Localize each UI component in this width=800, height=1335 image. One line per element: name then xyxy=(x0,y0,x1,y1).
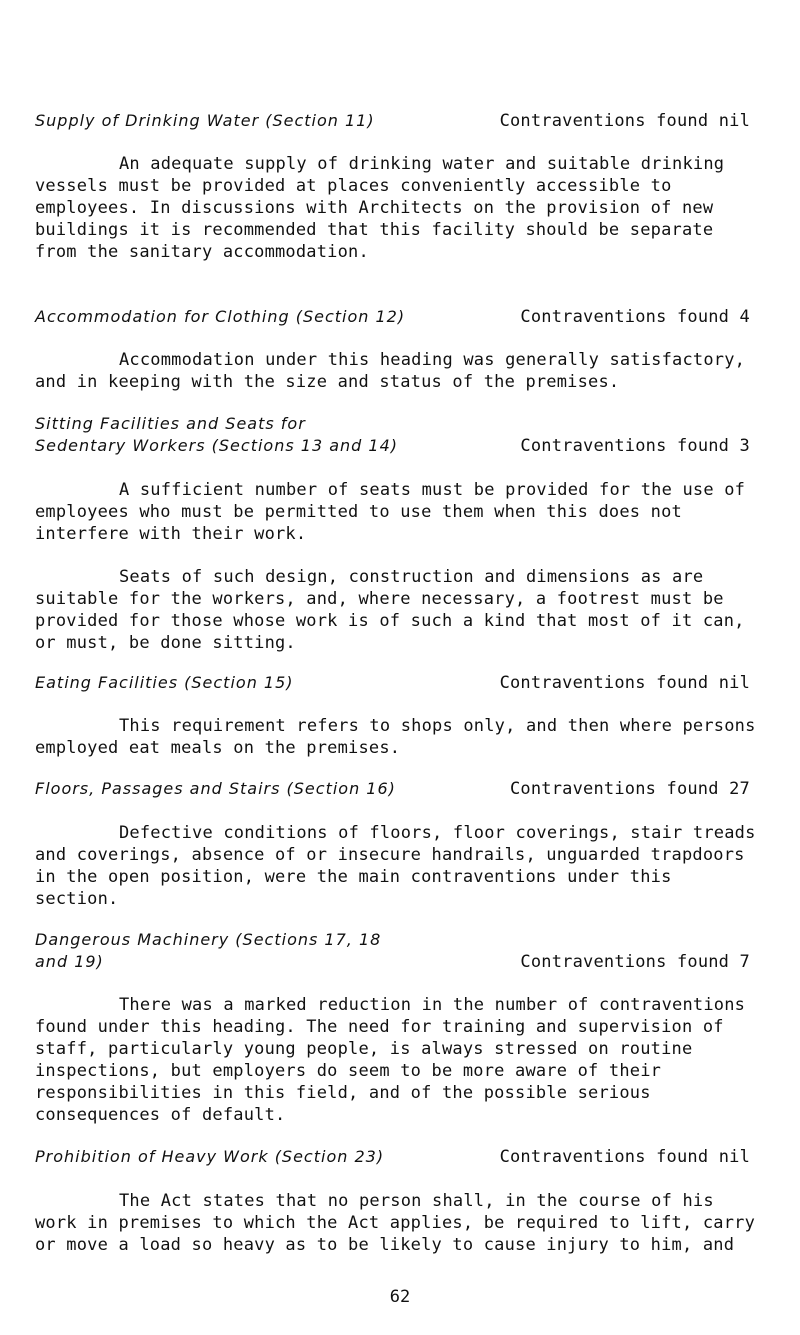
section-paragraph: Defective conditions of floors, floor coverings, stair treads and coverings, absence of or insecure handrails, unguarded trapdoors in the open position, were the main contraventions under this section. xyxy=(35,823,756,909)
section-heading xyxy=(35,929,750,973)
section-paragraph: There was a marked reduction in the number of contraventions found under this heading. The need for training and supervision of staff, particularly young people, is always stressed on routine inspections, but employers do seem to be more aware of their responsibilities in this field, and of the possible serious consequences of default. xyxy=(35,995,746,1125)
section-title: Floors, Passages and Stairs (Section 16) xyxy=(35,779,396,798)
section-title: Supply of Drinking Water (Section 11) xyxy=(35,111,375,130)
section-title-line: Dangerous Machinery (Sections 17, 18 xyxy=(35,930,382,949)
section-title-line: Sedentary Workers (Sections 13 and 14) xyxy=(35,436,398,455)
section-paragraph: Seats of such design, construction and dimensions as are suitable for the workers, and, where necessary, a footrest must be provided for those whose work is of such a kind that most of it can, or must, be done sitting. xyxy=(35,567,745,653)
section-heading xyxy=(35,1146,750,1168)
section-title-line: and 19) xyxy=(35,952,104,971)
section-title: Prohibition of Heavy Work (Section 23) xyxy=(35,1147,385,1166)
section-paragraph: A sufficient number of seats must be provided for the use of employees who must be permitted to use them when this does not interfere with their work. xyxy=(35,480,746,544)
section-heading xyxy=(35,778,750,800)
contraventions-status: Contraventions found 7 xyxy=(520,952,750,972)
section-title: Accommodation for Clothing (Section 12) xyxy=(35,307,406,326)
contraventions-status: Contraventions found nil xyxy=(499,1147,750,1167)
section-title-line: Sitting Facilities and Seats for xyxy=(35,414,306,433)
contraventions-status: Contraventions found nil xyxy=(499,111,750,131)
contraventions-status: Contraventions found nil xyxy=(499,673,750,693)
section-title xyxy=(35,413,398,457)
section-paragraph: An adequate supply of drinking water and suitable drinking vessels must be provided at places conveniently accessible to employees. In discussions with Architects on the provision of new buildings it is recommended that this facility should be separate from the sanitary accommodation. xyxy=(35,154,725,262)
section-paragraph: The Act states that no person shall, in the course of his work in premises to which the Act applies, be required to lift, carry or move a load so heavy as to be likely to cause injury to him, and xyxy=(35,1191,756,1255)
section-paragraph: Accommodation under this heading was generally satisfactory, and in keeping with the size and status of the premises. xyxy=(35,350,746,392)
section-heading xyxy=(35,306,750,328)
contraventions-status: Contraventions found 27 xyxy=(509,779,750,799)
section-heading xyxy=(35,413,750,457)
contraventions-status: Contraventions found 3 xyxy=(520,436,750,456)
section-heading xyxy=(35,672,750,694)
page-number: 62 xyxy=(389,1287,411,1307)
contraventions-status: Contraventions found 4 xyxy=(520,307,750,327)
section-title xyxy=(35,929,381,973)
section-heading xyxy=(35,110,750,132)
section-title: Eating Facilities (Section 15) xyxy=(35,673,294,692)
section-paragraph: This requirement refers to shops only, and then where persons employed eat meals on the premises. xyxy=(35,716,756,758)
